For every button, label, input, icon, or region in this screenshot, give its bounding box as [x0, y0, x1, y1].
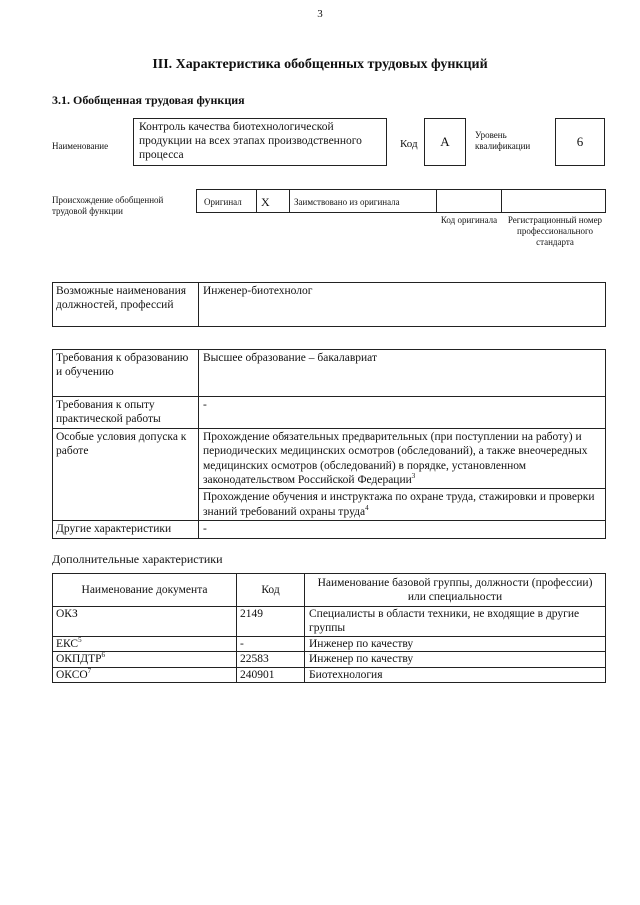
table-row [53, 667, 606, 682]
requirement-value-text: Прохождение обучения и инструктажа по охране труда, стажировки и проверки знаний требований охраны труда [203, 491, 595, 518]
code-cell: - [237, 636, 305, 651]
requirement-value: - [199, 397, 606, 429]
function-name-value: Контроль качества биотехнологической продукции на всех этапах производственного процесса [139, 121, 362, 161]
positions-value: Инженер-биотехнолог [199, 283, 606, 327]
table-row [53, 350, 606, 397]
footnote-marker: 7 [87, 666, 92, 675]
doc-cell [53, 607, 237, 637]
doc-name: ОКПДТР [56, 653, 102, 666]
name-label: Наименование [52, 141, 109, 151]
code-box [424, 118, 466, 166]
table-row [53, 283, 606, 327]
requirement-label: Особые условия допуска к работе [53, 428, 199, 521]
borrowed-label: Заимствовано из оригинала [294, 197, 400, 207]
table-row [53, 652, 606, 667]
requirement-value [199, 428, 606, 489]
origin-divider [289, 189, 290, 213]
requirement-label: Требования к опыту практической работы [53, 397, 199, 429]
table-row [53, 428, 606, 489]
name-cell: Инженер по качеству [305, 652, 606, 667]
table-row [53, 607, 606, 637]
level-label: Уровень квалификации [475, 130, 531, 151]
requirement-label: Другие характеристики [53, 521, 199, 538]
doc-name: ОКСО [56, 668, 88, 681]
doc-cell [53, 667, 237, 682]
requirement-value [199, 489, 606, 521]
doc-name: ОКЗ [56, 608, 78, 620]
requirement-value: Высшее образование – бакалавриат [199, 350, 606, 397]
footnote-marker: 6 [101, 651, 106, 660]
doc-cell [53, 652, 237, 667]
code-original-caption: Код оригинала [440, 215, 498, 225]
table-row [53, 521, 606, 538]
function-name-box [133, 118, 387, 166]
origin-divider [436, 189, 437, 213]
section-title: III. Характеристика обобщенных трудовых функций [152, 57, 488, 72]
requirement-value-text: Прохождение обязательных предварительных (при поступлении на работу) и периодических медицинских осмотров (обследований), а также внеочередных медицинских осмотров (обследований) в порядке, установленном законодательством Российской Федерации [203, 430, 588, 486]
additional-title: Дополнительные характеристики [52, 552, 223, 566]
origin-box [196, 189, 606, 213]
requirement-value: - [199, 521, 606, 538]
original-label: Оригинал [204, 197, 242, 207]
original-mark: X [261, 195, 270, 209]
code-value: А [440, 134, 450, 149]
code-label: Код [400, 138, 418, 150]
level-box [555, 118, 605, 166]
code-cell: 2149 [237, 607, 305, 637]
name-cell: Специалисты в области техники, не входящие в другие группы [305, 607, 606, 637]
positions-table [52, 282, 606, 327]
footnote-marker: 5 [78, 635, 82, 644]
table-header-row [53, 574, 606, 607]
requirement-label: Требования к образованию и обучению [53, 350, 199, 397]
doc-cell [53, 636, 237, 651]
origin-label: Происхождение обобщенной трудовой функции [52, 195, 164, 216]
code-cell: 22583 [237, 652, 305, 667]
name-cell: Инженер по качеству [305, 636, 606, 651]
positions-label: Возможные наименования должностей, профессий [53, 283, 199, 327]
additional-table [52, 573, 606, 683]
doc-name: ЕКС [56, 637, 79, 650]
requirements-table [52, 349, 606, 539]
table-row [53, 397, 606, 429]
column-header: Наименование документа [53, 574, 237, 607]
subsection-title: 3.1. Обобщенная трудовая функция [52, 93, 245, 107]
page-number: 3 [317, 8, 323, 20]
column-header: Код [237, 574, 305, 607]
footnote-marker: 4 [365, 503, 369, 512]
origin-divider [256, 189, 257, 213]
column-header: Наименование базовой группы, должности (профессии) или специальности [305, 574, 606, 607]
origin-divider [501, 189, 502, 213]
reg-number-caption: Регистрационный номер профессионального стандарта [507, 215, 603, 247]
table-row [53, 636, 606, 651]
name-cell: Биотехнология [305, 667, 606, 682]
code-cell: 240901 [237, 667, 305, 682]
level-value: 6 [576, 134, 584, 149]
footnote-marker: 3 [411, 472, 416, 481]
